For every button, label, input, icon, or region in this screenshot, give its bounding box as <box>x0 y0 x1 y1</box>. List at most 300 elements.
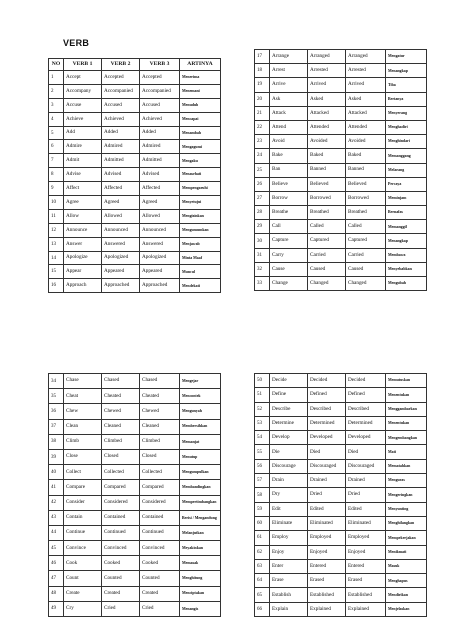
cell-no: 30 <box>255 234 270 248</box>
table-row <box>255 445 427 459</box>
cell-verb1: Consider <box>64 495 102 510</box>
cell-no: 28 <box>255 206 270 220</box>
cell-verb1: Decide <box>270 374 308 388</box>
cell-verb2: Approached <box>102 279 140 293</box>
table-row <box>255 135 427 149</box>
table-row <box>255 374 427 388</box>
cell-verb3: Answered <box>140 237 180 251</box>
cell-verb2: Discouraged <box>308 459 346 473</box>
cell-verb1: Admire <box>64 140 102 154</box>
cell-no: 53 <box>255 416 270 430</box>
table-row <box>255 277 427 291</box>
table-row <box>255 64 427 78</box>
cell-verb1: Achieve <box>64 112 102 126</box>
cell-verb2: Considered <box>102 495 140 510</box>
cell-verb2: Decided <box>308 374 346 388</box>
cell-no: 21 <box>255 106 270 120</box>
cell-verb2: Enjoyed <box>308 545 346 559</box>
cell-no: 31 <box>255 248 270 262</box>
cell-artinya: Memutuskan <box>386 374 427 388</box>
cell-verb1: Accompany <box>64 84 102 98</box>
cell-verb3: Arranged <box>346 50 386 64</box>
cell-verb3: Determined <box>346 416 386 430</box>
cell-verb2: Determined <box>308 416 346 430</box>
cell-verb3: Arrested <box>346 64 386 78</box>
cell-verb3: Cooked <box>140 556 180 571</box>
cell-no: 19 <box>255 78 270 92</box>
cell-verb2: Employed <box>308 531 346 545</box>
cell-artinya: Mempertimbangkan <box>180 495 221 510</box>
cell-artinya: Bernafas <box>386 206 427 220</box>
cell-artinya: Memanggang <box>386 149 427 163</box>
cell-verb1: Collect <box>64 465 102 480</box>
cell-artinya: Mengumumkan <box>180 223 221 237</box>
cell-artinya: Mendirikan <box>386 588 427 602</box>
cell-verb3: Attacked <box>346 106 386 120</box>
cell-verb2: Attended <box>308 120 346 134</box>
cell-verb1: Carry <box>270 248 308 262</box>
cell-verb3: Arrived <box>346 78 386 92</box>
cell-artinya: Menerima <box>180 71 221 85</box>
cell-verb2: Arrested <box>308 64 346 78</box>
table-row <box>255 262 427 276</box>
table-row <box>49 419 221 434</box>
cell-verb2: Caused <box>308 262 346 276</box>
table-row <box>255 120 427 134</box>
cell-verb1: Drain <box>270 474 308 488</box>
cell-verb1: Allow <box>64 209 102 223</box>
cell-no: 54 <box>255 431 270 445</box>
table-row <box>255 559 427 573</box>
cell-verb3: Believed <box>346 177 386 191</box>
cell-artinya: Tiba <box>386 78 427 92</box>
cell-no: 61 <box>255 531 270 545</box>
cell-no: 13 <box>49 237 64 251</box>
cell-artinya: Mencontek <box>180 389 221 404</box>
cell-verb1: Ask <box>270 92 308 106</box>
cell-verb2: Achieved <box>102 112 140 126</box>
cell-verb2: Breathed <box>308 206 346 220</box>
cell-verb3: Admired <box>140 140 180 154</box>
cell-artinya: Menyetujui <box>180 196 221 210</box>
cell-no: 57 <box>255 474 270 488</box>
cell-verb1: Compare <box>64 480 102 495</box>
cell-no: 1 <box>49 71 64 85</box>
cell-artinya: Menangkap <box>386 64 427 78</box>
cell-verb1: Climb <box>64 434 102 449</box>
cell-no: 43 <box>49 510 64 525</box>
cell-verb1: Chase <box>64 374 102 389</box>
cell-verb2: Changed <box>308 277 346 291</box>
cell-no: 35 <box>49 389 64 404</box>
table-row <box>49 586 221 601</box>
cell-verb2: Admitted <box>102 154 140 168</box>
cell-verb3: Created <box>140 586 180 601</box>
cell-verb1: Arrange <box>270 50 308 64</box>
table-row <box>49 465 221 480</box>
cell-no: 58 <box>255 488 270 502</box>
cell-artinya: Melanjutkan <box>180 525 221 540</box>
cell-no: 33 <box>255 277 270 291</box>
cell-verb1: Affect <box>64 182 102 196</box>
cell-verb1: Advise <box>64 168 102 182</box>
cell-verb3: Approached <box>140 279 180 293</box>
cell-verb3: Compared <box>140 480 180 495</box>
cell-verb2: Added <box>102 126 140 140</box>
cell-verb2: Avoided <box>308 135 346 149</box>
cell-verb3: Explained <box>346 602 386 616</box>
cell-verb2: Captured <box>308 234 346 248</box>
cell-no: 27 <box>255 191 270 205</box>
cell-verb3: Decided <box>346 374 386 388</box>
header-verb2: VERB 2 <box>102 59 140 71</box>
cell-verb3: Employed <box>346 531 386 545</box>
cell-verb2: Created <box>102 586 140 601</box>
verb-table-2 <box>254 49 427 291</box>
cell-verb1: Dry <box>270 488 308 502</box>
cell-verb3: Advised <box>140 168 180 182</box>
cell-verb1: Describe <box>270 402 308 416</box>
cell-artinya: Menikmati <box>386 545 427 559</box>
cell-artinya: Mengatur <box>386 50 427 64</box>
cell-artinya: Menyunting <box>386 502 427 516</box>
cell-verb2: Entered <box>308 559 346 573</box>
cell-verb1: Cheat <box>64 389 102 404</box>
cell-no: 42 <box>49 495 64 510</box>
cell-verb1: Ban <box>270 163 308 177</box>
cell-verb3: Called <box>346 220 386 234</box>
table-row <box>255 50 427 64</box>
cell-verb1: Develop <box>270 431 308 445</box>
verb-table-4 <box>254 373 427 617</box>
cell-verb1: Continue <box>64 525 102 540</box>
cell-verb3: Accompanied <box>140 84 180 98</box>
cell-artinya: Mengembangkan <box>386 431 427 445</box>
cell-no: 66 <box>255 602 270 616</box>
cell-no: 63 <box>255 559 270 573</box>
cell-verb2: Agreed <box>102 196 140 210</box>
cell-artinya: Menjelaskan <box>386 602 427 616</box>
cell-no: 34 <box>49 374 64 389</box>
cell-no: 26 <box>255 177 270 191</box>
cell-verb1: Edit <box>270 502 308 516</box>
cell-verb2: Cheated <box>102 389 140 404</box>
cell-no: 15 <box>49 265 64 279</box>
cell-no: 7 <box>49 154 64 168</box>
cell-verb3: Edited <box>346 502 386 516</box>
cell-artinya: Mengejar <box>180 374 221 389</box>
cell-verb3: Described <box>346 402 386 416</box>
cell-artinya: Menutup <box>180 449 221 464</box>
cell-no: 45 <box>49 541 64 556</box>
cell-verb2: Collected <box>102 465 140 480</box>
cell-verb3: Breathed <box>346 206 386 220</box>
page-title: VERB <box>63 38 90 48</box>
cell-verb2: Advised <box>102 168 140 182</box>
cell-verb2: Compared <box>102 480 140 495</box>
verb-table-1 <box>48 58 221 293</box>
cell-no: 40 <box>49 465 64 480</box>
table-row <box>49 71 221 85</box>
cell-verb1: Convince <box>64 541 102 556</box>
cell-no: 32 <box>255 262 270 276</box>
cell-verb3: Apologized <box>140 251 180 265</box>
table-row <box>255 545 427 559</box>
cell-no: 23 <box>255 135 270 149</box>
cell-verb3: Climbed <box>140 434 180 449</box>
cell-verb1: Apologize <box>64 251 102 265</box>
cell-no: 38 <box>49 434 64 449</box>
cell-artinya: Menghitung <box>180 571 221 586</box>
cell-verb2: Closed <box>102 449 140 464</box>
table-row <box>255 474 427 488</box>
cell-no: 59 <box>255 502 270 516</box>
table-row <box>49 251 221 265</box>
cell-artinya: Memasak <box>180 556 221 571</box>
cell-verb1: Close <box>64 449 102 464</box>
cell-verb2: Carried <box>308 248 346 262</box>
header-no: NO <box>49 59 64 71</box>
cell-verb1: Attack <box>270 106 308 120</box>
cell-no: 20 <box>255 92 270 106</box>
cell-artinya: Menghindari <box>386 135 427 149</box>
table-row <box>49 495 221 510</box>
cell-no: 51 <box>255 388 270 402</box>
cell-artinya: Menentukan <box>386 416 427 430</box>
cell-artinya: Menghapus <box>386 574 427 588</box>
cell-artinya: Masuk <box>386 559 427 573</box>
cell-verb2: Died <box>308 445 346 459</box>
table-row <box>255 588 427 602</box>
cell-verb3: Affected <box>140 182 180 196</box>
cell-verb1: Announce <box>64 223 102 237</box>
cell-no: 65 <box>255 588 270 602</box>
cell-verb3: Asked <box>346 92 386 106</box>
cell-no: 12 <box>49 223 64 237</box>
table-row <box>49 480 221 495</box>
cell-no: 55 <box>255 445 270 459</box>
cell-verb1: Borrow <box>270 191 308 205</box>
cell-verb1: Believe <box>270 177 308 191</box>
cell-verb2: Answered <box>102 237 140 251</box>
cell-verb2: Eliminated <box>308 516 346 530</box>
cell-verb3: Accused <box>140 98 180 112</box>
cell-artinya: Memanjat <box>180 434 221 449</box>
cell-verb1: Accept <box>64 71 102 85</box>
cell-verb3: Achieved <box>140 112 180 126</box>
cell-artinya: Membandingkan <box>180 480 221 495</box>
cell-artinya: Menambah <box>180 126 221 140</box>
cell-artinya: Mati <box>386 445 427 459</box>
cell-verb3: Established <box>346 588 386 602</box>
cell-verb2: Called <box>308 220 346 234</box>
cell-verb1: Cause <box>270 262 308 276</box>
cell-artinya: Muncul <box>180 265 221 279</box>
cell-artinya: Membersihkan <box>180 419 221 434</box>
cell-verb2: Announced <box>102 223 140 237</box>
header-verb3: VERB 3 <box>140 59 180 71</box>
table-row <box>49 196 221 210</box>
table-row <box>255 177 427 191</box>
table-row <box>49 126 221 140</box>
cell-artinya: Mengagumi <box>180 140 221 154</box>
cell-verb1: Determine <box>270 416 308 430</box>
cell-artinya: Mengeringkan <box>386 488 427 502</box>
table-row <box>255 234 427 248</box>
cell-verb1: Die <box>270 445 308 459</box>
cell-verb1: Discourage <box>270 459 308 473</box>
cell-no: 39 <box>49 449 64 464</box>
cell-verb3: Agreed <box>140 196 180 210</box>
cell-no: 22 <box>255 120 270 134</box>
cell-artinya: Mencapai <box>180 112 221 126</box>
table-row <box>255 92 427 106</box>
cell-verb3: Carried <box>346 248 386 262</box>
cell-artinya: Menciptakan <box>180 586 221 601</box>
table-row <box>49 265 221 279</box>
cell-no: 4 <box>49 112 64 126</box>
cell-artinya: Menjawab <box>180 237 221 251</box>
cell-artinya: Menguras <box>386 474 427 488</box>
cell-artinya: Mengubah <box>386 277 427 291</box>
cell-verb3: Developed <box>346 431 386 445</box>
table-row <box>49 510 221 525</box>
cell-verb1: Bake <box>270 149 308 163</box>
table-row <box>49 279 221 293</box>
table-row <box>49 154 221 168</box>
table-row <box>255 106 427 120</box>
table-row <box>49 556 221 571</box>
cell-artinya: Mematahkan <box>386 459 427 473</box>
cell-verb3: Cheated <box>140 389 180 404</box>
table-row <box>49 237 221 251</box>
cell-no: 16 <box>49 279 64 293</box>
table-row <box>49 601 221 616</box>
cell-verb3: Banned <box>346 163 386 177</box>
cell-verb3: Chased <box>140 374 180 389</box>
cell-artinya: Menasehati <box>180 168 221 182</box>
cell-artinya: Menuduh <box>180 98 221 112</box>
cell-verb1: Breathe <box>270 206 308 220</box>
cell-verb2: Affected <box>102 182 140 196</box>
cell-verb3: Changed <box>346 277 386 291</box>
verb-table-3 <box>48 373 221 617</box>
header-row <box>49 59 221 71</box>
table-row <box>255 431 427 445</box>
table-row <box>255 191 427 205</box>
cell-verb2: Dried <box>308 488 346 502</box>
cell-verb2: Convinced <box>102 541 140 556</box>
cell-verb1: Answer <box>64 237 102 251</box>
cell-verb2: Allowed <box>102 209 140 223</box>
cell-verb3: Cried <box>140 601 180 616</box>
table-row <box>49 525 221 540</box>
table-row <box>255 78 427 92</box>
cell-verb2: Erased <box>308 574 346 588</box>
cell-verb3: Captured <box>346 234 386 248</box>
cell-verb3: Chewed <box>140 404 180 419</box>
table-row <box>49 182 221 196</box>
cell-no: 37 <box>49 419 64 434</box>
cell-verb2: Believed <box>308 177 346 191</box>
cell-artinya: Menyebabkan <box>386 262 427 276</box>
cell-artinya: Menangkap <box>386 234 427 248</box>
table-row <box>255 416 427 430</box>
cell-verb2: Accused <box>102 98 140 112</box>
cell-no: 46 <box>49 556 64 571</box>
cell-verb1: Accuse <box>64 98 102 112</box>
cell-verb2: Edited <box>308 502 346 516</box>
cell-verb3: Erased <box>346 574 386 588</box>
table-row <box>49 98 221 112</box>
table-row <box>49 571 221 586</box>
cell-no: 25 <box>255 163 270 177</box>
cell-verb1: Call <box>270 220 308 234</box>
cell-verb2: Accepted <box>102 71 140 85</box>
cell-verb3: Admitted <box>140 154 180 168</box>
cell-no: 17 <box>255 50 270 64</box>
cell-verb3: Baked <box>346 149 386 163</box>
table-row <box>255 602 427 616</box>
cell-no: 9 <box>49 182 64 196</box>
cell-artinya: Menemani <box>180 84 221 98</box>
cell-verb3: Considered <box>140 495 180 510</box>
cell-verb1: Arrive <box>270 78 308 92</box>
cell-verb3: Collected <box>140 465 180 480</box>
cell-verb2: Attacked <box>308 106 346 120</box>
table-row <box>255 502 427 516</box>
cell-verb3: Accepted <box>140 71 180 85</box>
cell-verb2: Explained <box>308 602 346 616</box>
cell-no: 24 <box>255 149 270 163</box>
cell-verb2: Asked <box>308 92 346 106</box>
cell-verb2: Apologized <box>102 251 140 265</box>
table-row <box>255 488 427 502</box>
cell-verb3: Died <box>346 445 386 459</box>
table-row <box>49 112 221 126</box>
header-artinya: ARTINYA <box>180 59 221 71</box>
cell-artinya: Menangis <box>180 601 221 616</box>
table-row <box>255 574 427 588</box>
cell-no: 62 <box>255 545 270 559</box>
cell-artinya: Mendekati <box>180 279 221 293</box>
cell-verb3: Dried <box>346 488 386 502</box>
cell-artinya: Membawa <box>386 248 427 262</box>
cell-verb2: Banned <box>308 163 346 177</box>
cell-artinya: Mengaku <box>180 154 221 168</box>
cell-no: 49 <box>49 601 64 616</box>
cell-verb1: Cook <box>64 556 102 571</box>
cell-verb3: Convinced <box>140 541 180 556</box>
cell-verb3: Cleaned <box>140 419 180 434</box>
cell-artinya: Menentukan <box>386 388 427 402</box>
cell-no: 36 <box>49 404 64 419</box>
cell-verb3: Announced <box>140 223 180 237</box>
cell-verb3: Allowed <box>140 209 180 223</box>
cell-artinya: Memanggil <box>386 220 427 234</box>
table-row <box>255 531 427 545</box>
cell-verb1: Avoid <box>270 135 308 149</box>
table-row <box>49 389 221 404</box>
cell-artinya: Berisi / Mengandung <box>180 510 221 525</box>
cell-verb1: Count <box>64 571 102 586</box>
cell-artinya: Menghilangkan <box>386 516 427 530</box>
cell-verb1: Contain <box>64 510 102 525</box>
cell-verb1: Chew <box>64 404 102 419</box>
cell-no: 14 <box>49 251 64 265</box>
cell-verb3: Appeared <box>140 265 180 279</box>
cell-verb1: Admit <box>64 154 102 168</box>
